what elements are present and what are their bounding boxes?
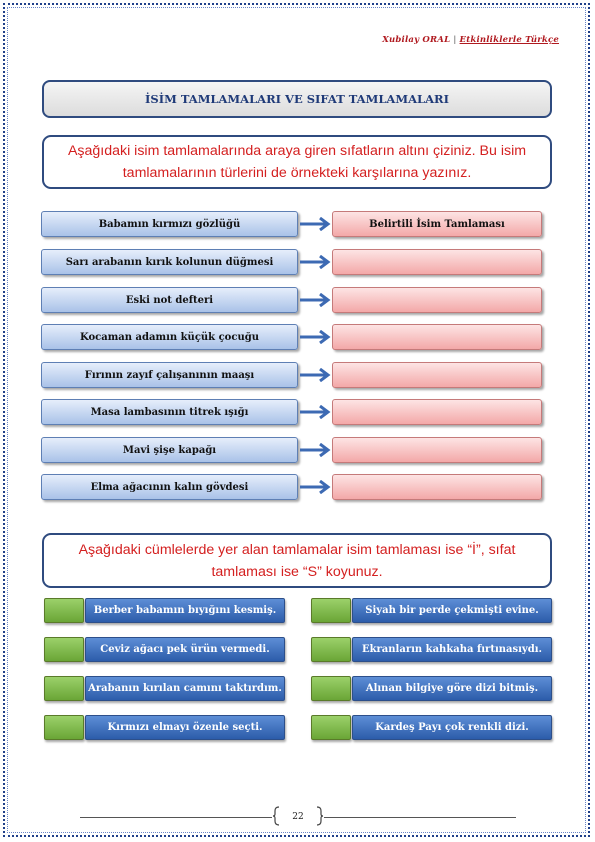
- sentence-box: Berber babamın bıyığını kesmiş.: [85, 598, 285, 623]
- sentence-box: Siyah bir perde çekmişti evine.: [352, 598, 552, 623]
- answer-slot[interactable]: [44, 598, 84, 623]
- sentence-box: Kırmızı elmayı özenle seçti.: [85, 715, 285, 740]
- answer-box[interactable]: Belirtili İsim Tamlaması: [332, 211, 542, 237]
- answer-slot[interactable]: [44, 676, 84, 701]
- title-box: [42, 80, 552, 118]
- phrase-box: Eski not defteri: [41, 287, 298, 313]
- phrase-box: Masa lambasının titrek ışığı: [41, 399, 298, 425]
- exercise2-instruction: Aşağıdaki cümlelerde yer alan tamlamalar isim tamlaması ise “İ”, sıfat tamlaması ise “S” koyunuz.: [42, 533, 552, 588]
- page-title: İSİM TAMLAMALARI VE SIFAT TAMLAMALARI: [145, 92, 449, 106]
- arrow-right-icon: [299, 217, 331, 231]
- header-separator: |: [453, 35, 457, 45]
- arrow-right-icon: [299, 368, 331, 382]
- answer-slot[interactable]: [311, 637, 351, 662]
- answer-slot[interactable]: [311, 676, 351, 701]
- answer-box[interactable]: [332, 399, 542, 425]
- answer-slot[interactable]: [311, 715, 351, 740]
- answer-box[interactable]: [332, 249, 542, 275]
- answer-slot[interactable]: [311, 598, 351, 623]
- header-series: Etkinliklerle Türkçe: [459, 35, 559, 45]
- arrow-right-icon: [299, 480, 331, 494]
- arrow-right-icon: [299, 405, 331, 419]
- arrow-right-icon: [299, 330, 331, 344]
- sentence-box: Alınan bilgiye göre dizi bitmiş.: [352, 676, 552, 701]
- arrow-right-icon: [299, 255, 331, 269]
- answer-box[interactable]: [332, 324, 542, 350]
- phrase-box: Sarı arabanın kırık kolunun düğmesi: [41, 249, 298, 275]
- phrase-box: Kocaman adamın küçük çocuğu: [41, 324, 298, 350]
- answer-slot[interactable]: [44, 637, 84, 662]
- answer-slot[interactable]: [44, 715, 84, 740]
- phrase-box: Elma ağacının kalın gövdesi: [41, 474, 298, 500]
- answer-box[interactable]: [332, 287, 542, 313]
- arrow-right-icon: [299, 443, 331, 457]
- phrase-box: Babamın kırmızı gözlüğü: [41, 211, 298, 237]
- phrase-box: Mavi şişe kapağı: [41, 437, 298, 463]
- sentence-box: Arabanın kırılan camını taktırdım.: [85, 676, 285, 701]
- footer-rule-right: [324, 817, 516, 818]
- arrow-right-icon: [299, 293, 331, 307]
- header-author: Xubilay ORAL: [382, 35, 451, 45]
- exercise1-instruction: Aşağıdaki isim tamlamalarında araya giren sıfatların altını çiziniz. Bu isim tamlamalarının türlerini de örnekteki karşılarına yazınız.: [42, 135, 552, 189]
- sentence-box: Kardeş Payı çok renkli dizi.: [352, 715, 552, 740]
- footer-rule-left: [80, 817, 272, 818]
- page-number: 22: [292, 812, 304, 822]
- sentence-box: Ceviz ağacı pek ürün vermedi.: [85, 637, 285, 662]
- sentence-box: Ekranların kahkaha fırtınasıydı.: [352, 637, 552, 662]
- answer-box[interactable]: [332, 474, 542, 500]
- phrase-box: Fırının zayıf çalışanının maaşı: [41, 362, 298, 388]
- page-header: [382, 35, 559, 45]
- answer-box[interactable]: [332, 362, 542, 388]
- answer-box[interactable]: [332, 437, 542, 463]
